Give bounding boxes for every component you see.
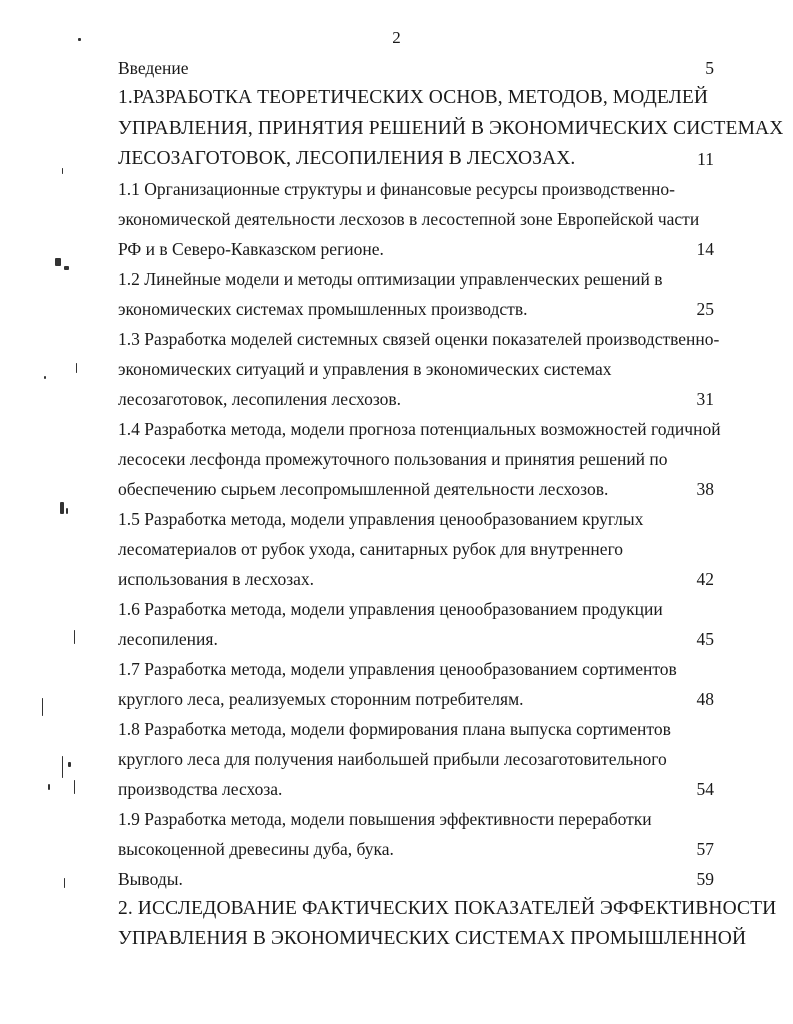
scan-speck bbox=[64, 266, 69, 270]
scan-speck bbox=[62, 168, 63, 174]
toc-line: производства лесхоза. bbox=[118, 779, 283, 799]
toc-line: 1.2 Линейные модели и методы оптимизации управленческих решений в bbox=[118, 269, 663, 289]
toc-page: 11 bbox=[697, 149, 714, 169]
scan-speck bbox=[60, 502, 64, 514]
scan-speck bbox=[78, 38, 81, 41]
toc-line: 1.7 Разработка метода, модели управления ценообразованием сортиментов bbox=[118, 659, 677, 679]
scan-speck bbox=[42, 698, 43, 716]
toc-page: 48 bbox=[696, 689, 714, 709]
toc-page: 25 bbox=[696, 299, 714, 319]
toc-page: 59 bbox=[696, 869, 714, 889]
toc-line: 1.9 Разработка метода, модели повышения эффективности переработки bbox=[118, 809, 652, 829]
toc-line: обеспечению сырьем лесопромышленной деятельности лесхозов. bbox=[118, 479, 609, 499]
toc-line: ЛЕСОЗАГОТОВОК, ЛЕСОПИЛЕНИЯ В ЛЕСХОЗАХ. bbox=[118, 148, 576, 169]
toc-line: 1.5 Разработка метода, модели управления ценообразованием круглых bbox=[118, 509, 644, 529]
toc-line: 1.6 Разработка метода, модели управления ценообразованием продукции bbox=[118, 599, 663, 619]
toc-page: 38 bbox=[696, 479, 714, 499]
toc-line: экономических ситуаций и управления в экономических системах bbox=[118, 359, 612, 379]
toc-line: 1.1 Организационные структуры и финансовые ресурсы производственно- bbox=[118, 179, 675, 199]
scan-speck bbox=[44, 376, 46, 379]
toc-line: 1.4 Разработка метода, модели прогноза потенциальных возможностей годичной bbox=[118, 419, 721, 439]
toc-page: 57 bbox=[696, 839, 714, 859]
scan-speck bbox=[62, 756, 63, 778]
toc-line: УПРАВЛЕНИЯ В ЭКОНОМИЧЕСКИХ СИСТЕМАХ ПРОМЫШЛЕННОЙ bbox=[118, 928, 747, 949]
toc-line: Выводы. bbox=[118, 869, 183, 889]
toc-page: 45 bbox=[696, 629, 714, 649]
toc-line: УПРАВЛЕНИЯ, ПРИНЯТИЯ РЕШЕНИЙ В ЭКОНОМИЧЕСКИХ СИСТЕМАХ bbox=[118, 118, 784, 139]
toc-line: 1.РАЗРАБОТКА ТЕОРЕТИЧЕСКИХ ОСНОВ, МЕТОДОВ, МОДЕЛЕЙ bbox=[118, 87, 709, 108]
toc-line: 1.3 Разработка моделей системных связей оценки показателей производственно- bbox=[118, 329, 720, 349]
toc-line: высокоценной древесины дуба, бука. bbox=[118, 839, 394, 859]
toc-page: 5 bbox=[705, 58, 714, 78]
scan-speck bbox=[48, 784, 50, 790]
toc-line: круглого леса для получения наибольшей прибыли лесозаготовительного bbox=[118, 749, 667, 769]
scan-speck bbox=[64, 878, 65, 888]
toc-page: 54 bbox=[696, 779, 714, 799]
toc-line: лесоматериалов от рубок ухода, санитарных рубок для внутреннего bbox=[118, 539, 624, 559]
toc-page: 31 bbox=[696, 389, 714, 409]
scan-speck bbox=[66, 508, 68, 514]
scan-speck bbox=[55, 258, 61, 266]
scan-speck bbox=[74, 630, 75, 644]
toc-line: экономической деятельности лесхозов в лесостепной зоне Европейской части bbox=[118, 209, 700, 229]
toc-line: 2. ИССЛЕДОВАНИЕ ФАКТИЧЕСКИХ ПОКАЗАТЕЛЕЙ ЭФФЕКТИВНОСТИ bbox=[118, 898, 777, 919]
toc-line: лесопиления. bbox=[118, 629, 218, 649]
page-number: 2 bbox=[392, 28, 401, 47]
scan-speck bbox=[74, 780, 75, 794]
toc-line: Введение bbox=[118, 58, 189, 78]
scan-speck bbox=[68, 762, 71, 767]
toc-line: экономических системах промышленных производств. bbox=[118, 299, 528, 319]
toc-line: 1.8 Разработка метода, модели формирования плана выпуска сортиментов bbox=[118, 719, 671, 739]
toc-line: лесозаготовок, лесопиления лесхозов. bbox=[118, 389, 402, 409]
toc-line: РФ и в Северо-Кавказском регионе. bbox=[118, 239, 384, 259]
toc-page: 42 bbox=[696, 569, 714, 589]
scan-speck bbox=[76, 363, 77, 373]
toc-line: круглого леса, реализуемых сторонним потребителям. bbox=[118, 689, 524, 709]
toc-line: лесосеки лесфонда промежуточного пользования и принятия решений по bbox=[118, 449, 668, 469]
toc-line: использования в лесхозах. bbox=[118, 569, 314, 589]
toc-page: 14 bbox=[696, 239, 714, 259]
